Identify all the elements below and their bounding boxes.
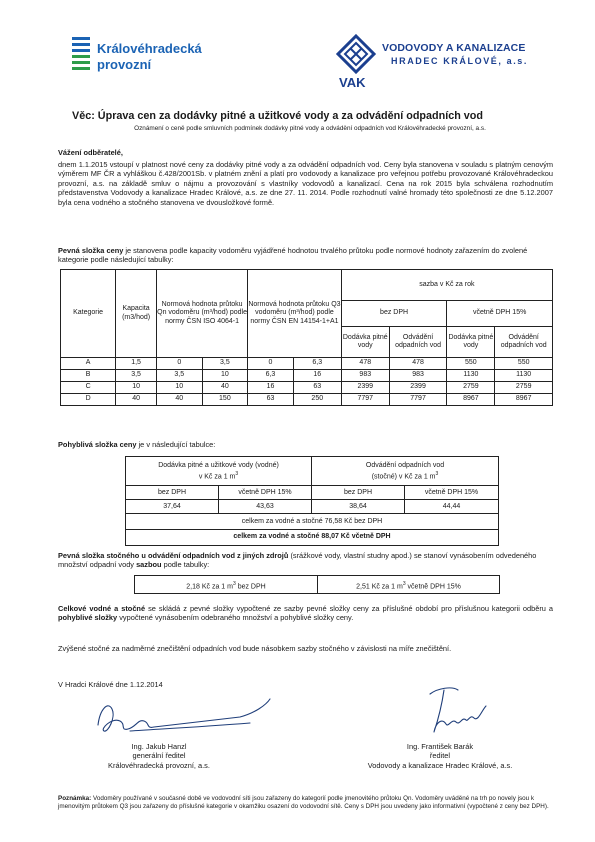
table-row	[61, 394, 553, 406]
cell-drain-no-vat: 478	[389, 358, 447, 370]
header-drain-1: Odvádění odpadních vod	[389, 327, 447, 358]
signature-left-block	[74, 742, 244, 770]
cell-q3-to: 63	[293, 382, 341, 394]
subject-heading: Věc: Úprava cen za dodávky pitné a užitkové vody a za odvádění odpadních vod	[72, 110, 483, 122]
drain-header-line1: Odvádění odpadních vod	[365, 462, 445, 469]
variable-rate-table	[125, 456, 499, 546]
signer-right-company: Vodovody a kanalizace Hradec Králové, a.s.	[367, 760, 513, 770]
header-supply-2: Dodávka pitné vody	[447, 327, 495, 358]
intro-paragraph: dnem 1.1.2015 vstoupí v platnost nové ceny za dodávky pitné vody a za odvádění odpadních vod. Ceny byla stanovena v souladu s platným cenovým výměrem MF ČR a vyhláškou č.428/2001Sb. v platném znění a platí pro vodovody a kanalizace pro veřejnou potřebu provozované Královéhradeckou provozní, a.s. na základě smluv o nájmu a provozování s vlastníky vodovodů a kanalizací. Cena na rok 2015 byla schválena rozhodnutím představenstva Vodovody a kanalizace Hradec Králové, a.s. ze dne 27. 11. 2014. Podle rozhodnutí valné hromady této společnosti ze dne 5.12.2007 byla cena vodného a stočného stanovena ve dvousložkové formě.	[58, 160, 553, 207]
signature-right-icon	[408, 682, 498, 740]
total-paragraph-text2: vypočtené vynásobením odebraného množství a pohyblivé složky ceny.	[117, 613, 354, 623]
header-category: Kategorie	[61, 270, 116, 358]
other-rate-with-vat-a: 2,51 Kč za 1 m	[356, 583, 403, 591]
other-rate-no-vat-b: bez DPH	[235, 583, 266, 591]
fixed-component-label: Pevná složka ceny	[58, 246, 124, 255]
header-no-vat: bez DPH	[341, 301, 447, 327]
other-rate-with-vat-b: včetně DPH 15%	[405, 583, 461, 591]
footnote	[58, 795, 553, 812]
cell-q3-from: 16	[248, 382, 294, 394]
drain-vat-label: včetně DPH 15%	[424, 489, 479, 496]
variable-component-intro	[58, 440, 215, 449]
cell-qn-from: 40	[156, 394, 202, 406]
supply-header-line1: Dodávka pitné a užitkové vody (vodné)	[158, 462, 279, 469]
cell-q3-to: 16	[293, 370, 341, 382]
total-paragraph	[58, 604, 553, 623]
drain-header	[312, 461, 498, 482]
fixed-component-intro	[58, 246, 553, 265]
header-rate: sazba v Kč za rok	[341, 270, 552, 301]
cell-supply-vat: 1130	[447, 370, 495, 382]
footnote-text: Vodoměry používané v současné době ve vodovodní síti jsou zařazeny do kategorií podle jmenovitého průtoku Qn. Vodoměry uváděné na trh po novely jsou k jmenovitým průtokem Q3 jsou zařazeny do příslušné kategorie v okamžiku osazení do vodovodní sítě. Ceny s DPH jsou uvedeny jako informativní (vypočtené z ceny bez DPH).	[58, 795, 549, 811]
vak-logo-line2: HRADEC KRÁLOVÉ, a.s.	[391, 56, 529, 66]
cell-drain-vat: 550	[495, 358, 553, 370]
supply-header	[126, 461, 311, 482]
kp-logo-line1: Královéhradecká	[97, 41, 202, 56]
kp-logo	[70, 33, 230, 83]
variable-component-label: Pohyblivá složka ceny	[58, 440, 137, 449]
cell-capacity: 10	[116, 382, 157, 394]
drain-no-vat-label: bez DPH	[343, 489, 372, 496]
signer-right-name: Ing. František Barák	[406, 742, 474, 751]
total-with-vat: celkem za vodné a stočné 88,07 Kč včetně DPH	[233, 533, 391, 540]
cell-category: A	[61, 358, 116, 370]
cell-q3-to: 6,3	[293, 358, 341, 370]
header-norm-q3: Normová hodnota průtoku Q3 vodoměru (m³/hod) podle normy ČSN EN 14154-1+A1	[248, 270, 342, 358]
cell-qn-to: 3,5	[202, 358, 248, 370]
cell-category: B	[61, 370, 116, 382]
cell-supply-vat: 550	[447, 358, 495, 370]
other-sources-paragraph	[58, 551, 553, 570]
header-norm-qn: Normová hodnota průtoku Qn vodoměru (m³/hod) podle normy ČSN ISO 4064-1	[156, 270, 247, 358]
drain-header-sup: 3	[435, 471, 439, 478]
other-sources-text1: (srážkové vody, vlastní studny apod.) se stanoví vynásobením odvedeného množství odpadní vody	[58, 551, 537, 570]
other-sources-label2: sazbou	[136, 560, 162, 570]
header-capacity: Kapacita (m3/hod)	[116, 270, 157, 358]
cell-supply-no-vat: 7797	[341, 394, 389, 406]
header-drain-2: Odvádění odpadních vod	[495, 327, 553, 358]
vak-logo-abbr: VAK	[339, 75, 366, 90]
other-rate-no-vat-sup: 3	[232, 581, 236, 587]
cell-q3-to: 250	[293, 394, 341, 406]
footnote-label: Poznámka:	[58, 795, 92, 802]
surcharge-paragraph: Zvýšené stočné za nadměrné znečištění odpadních vod bude násobkem sazby stočného v závislosti na míře znečištění.	[58, 644, 452, 653]
cell-drain-no-vat: 983	[389, 370, 447, 382]
cell-qn-to: 150	[202, 394, 248, 406]
total-paragraph-text1: se skládá z pevné složky vypočtené ze sazby pevné složky ceny za příslušné období pro příslušnou kategorii odběru a	[145, 604, 554, 613]
cell-supply-no-vat: 478	[341, 358, 389, 370]
table-row	[61, 382, 553, 394]
total-paragraph-label2: pohyblivé složky	[58, 613, 118, 623]
cell-qn-from: 0	[156, 358, 202, 370]
signature-left-icon	[90, 695, 280, 741]
drain-no-vat-value: 38,64	[349, 503, 367, 510]
cell-qn-from: 10	[156, 382, 202, 394]
fixed-rate-table	[60, 269, 553, 406]
other-sources-text2: podle tabulky:	[161, 560, 210, 570]
cell-q3-from: 63	[248, 394, 294, 406]
cell-supply-vat: 8967	[447, 394, 495, 406]
vak-logo	[336, 34, 536, 94]
fixed-component-text: je stanovena podle kapacity vodoměru vyjádřené hodnotou trvalého průtoku podle normové hodnoty zařazením do zvolené kategorie podle následující tabulky:	[58, 246, 528, 265]
supply-header-sup: 3	[235, 471, 239, 478]
cell-qn-to: 10	[202, 370, 248, 382]
other-rate-with-vat	[318, 580, 499, 592]
variable-component-text: je v následující tabulce:	[136, 440, 216, 449]
cell-drain-no-vat: 7797	[389, 394, 447, 406]
signer-left-role: generální ředitel	[132, 751, 186, 761]
supply-vat-value: 43,63	[256, 503, 274, 510]
cell-supply-vat: 2759	[447, 382, 495, 394]
kp-logo-mark-icon	[70, 37, 92, 77]
other-sources-rate-box	[134, 575, 500, 594]
drain-header-line2: (stočné) v Kč za 1 m	[371, 473, 436, 481]
header-supply-1: Dodávka pitné vody	[341, 327, 389, 358]
signer-left-name: Ing. Jakub Hanzl	[131, 742, 187, 751]
cell-q3-from: 6,3	[248, 370, 294, 382]
other-rate-with-vat-sup: 3	[402, 581, 406, 587]
drain-vat-value: 44,44	[442, 503, 461, 510]
other-rate-no-vat-a: 2,18 Kč za 1 m	[186, 583, 233, 591]
cell-q3-from: 0	[248, 358, 294, 370]
header-with-vat: včetně DPH 15%	[447, 301, 553, 327]
subject-subtitle: Oznámení o ceně podle smluvních podmínek dodávky pitné vody a odvádění odpadních vod Královéhradecké provozní, a.s.	[134, 125, 486, 132]
cell-supply-no-vat: 2399	[341, 382, 389, 394]
supply-no-vat-label: bez DPH	[157, 489, 186, 496]
table-row	[61, 358, 553, 370]
cell-capacity: 3,5	[116, 370, 157, 382]
cell-drain-vat: 8967	[495, 394, 553, 406]
cell-category: D	[61, 394, 116, 406]
supply-header-line2: v Kč za 1 m	[198, 473, 236, 481]
cell-qn-from: 3,5	[156, 370, 202, 382]
cell-supply-no-vat: 983	[341, 370, 389, 382]
cell-drain-vat: 2759	[495, 382, 553, 394]
date-line: V Hradci Králové dne 1.12.2014	[58, 680, 163, 689]
kp-logo-line2: provozní	[97, 57, 152, 72]
table-row	[61, 370, 553, 382]
other-sources-label: Pevná složka stočného u odvádění odpadních vod z jiných zdrojů	[58, 551, 289, 560]
cell-drain-no-vat: 2399	[389, 382, 447, 394]
cell-qn-to: 40	[202, 382, 248, 394]
signer-left-company: Královéhradecká provozní, a.s.	[108, 760, 210, 770]
cell-capacity: 1,5	[116, 358, 157, 370]
greeting: Vážení odběratelé,	[58, 148, 123, 157]
total-paragraph-label1: Celkové vodné a stočné	[58, 604, 146, 613]
supply-vat-label: včetně DPH 15%	[238, 489, 292, 496]
supply-no-vat-value: 37,64	[163, 503, 181, 510]
other-rate-no-vat	[135, 580, 317, 592]
signer-right-role: ředitel	[429, 751, 451, 761]
cell-capacity: 40	[116, 394, 157, 406]
cell-category: C	[61, 382, 116, 394]
total-no-vat: celkem za vodné a stočné 76,58 Kč bez DPH	[241, 518, 383, 525]
cell-drain-vat: 1130	[495, 370, 553, 382]
vak-logo-line1: VODOVODY A KANALIZACE	[382, 42, 526, 54]
signature-right-block	[340, 742, 540, 770]
